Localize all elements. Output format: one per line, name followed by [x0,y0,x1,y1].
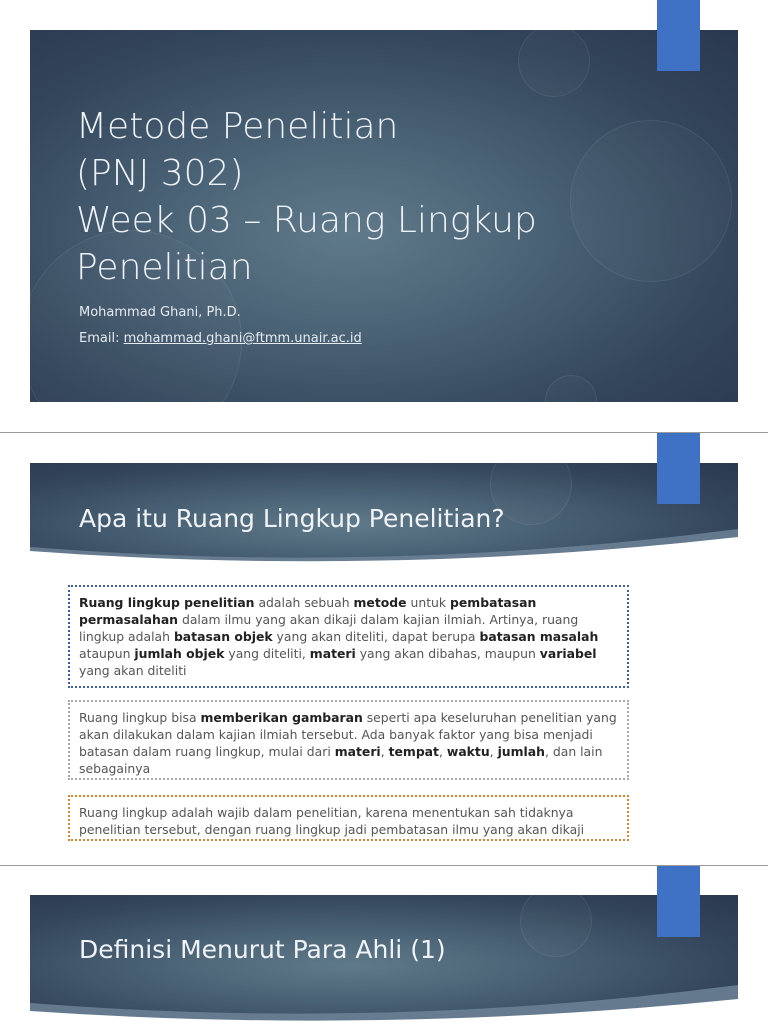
accent-tab [657,866,700,937]
slide-divider [0,865,768,866]
definition-box: Ruang lingkup penelitian adalah sebuah metode untuk pembatasan permasalahan dalam ilmu yang akan dikaji dalam kajian ilmiah. Artinya, ruang lingkup adalah batasan objek yang akan diteliti, dapat berupa batasan masalah ataupun jumlah objek yang diteliti, materi yang akan dibahas, maupun variabel yang akan diteliti [68,585,629,688]
accent-tab [657,433,700,504]
slide-title [76,103,676,291]
title-line: Penelitian [76,247,253,288]
email-label: Email: [79,331,124,346]
title-line: Metode Penelitian [76,106,399,147]
importance-box [68,795,629,841]
email-line [79,331,362,346]
importance-text: Ruang lingkup adalah wajib dalam penelitian, karena menentukan sah tidaknya penelitian tersebut, dengan ruang lingkup jadi pembatasan ilmu yang akan dikaji [79,805,585,837]
overview-box: Ruang lingkup bisa memberikan gambaran seperti apa keseluruhan penelitian yang akan dilakukan dalam kajian ilmiah tersebut. Ada banyak faktor yang bisa menjadi batasan dalam ruang lingkup, mulai dari materi, tempat, waktu, jumlah, dan lain sebagainya [68,700,629,780]
email-link[interactable]: mohammad.ghani@ftmm.unair.ac.id [123,331,362,346]
title-line: (PNJ 302) [76,153,244,194]
slide-title: Apa itu Ruang Lingkup Penelitian? [79,504,505,533]
decor-circle [518,30,590,97]
decor-circle [545,375,597,402]
title-line: Week 03 – Ruang Lingkup [76,200,537,241]
slide-divider [0,432,768,433]
accent-tab [657,0,700,71]
author-name: Mohammad Ghani, Ph.D. [79,305,241,320]
slide-title: Definisi Menurut Para Ahli (1) [79,935,446,964]
